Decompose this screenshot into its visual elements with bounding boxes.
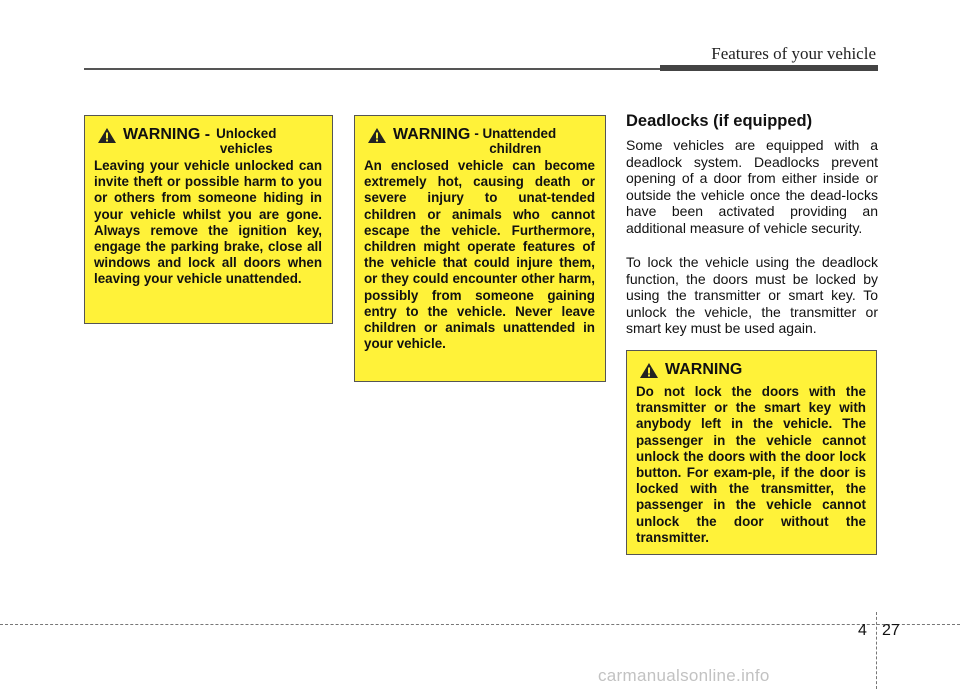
footer-rule [0, 624, 960, 625]
warning-triangle-icon [97, 127, 117, 144]
section-paragraph: To lock the vehicle using the deadlock function, the doors must be locked by using the transmitter or smart key. To unlock the vehicle, the transmitter or smart key must be used again. [626, 254, 878, 336]
warning-body: Leaving your vehicle unlocked can invite theft or possible harm to you or others from someone hiding in your vehicle whilst you are gone. Always remove the ignition key, engage the parking brake, close all windows and lock all doors when leaving your vehicle unattended. [94, 158, 322, 287]
page-number: 27 [882, 622, 900, 639]
warning-title: WARNING [393, 126, 471, 143]
warning-box-unattended-children [354, 115, 606, 382]
warning-body: An enclosed vehicle can become extremely hot, causing death or severe injury to unat-tended children or animals who cannot escape the vehicle. Furthermore, children might operate features of the vehicle that could injure them, or they could encounter other harm, possibly from someone gaining entry to the vehicle. Never leave children or animals unattended in your vehicle. [364, 158, 595, 352]
warning-triangle-icon [639, 362, 659, 379]
warning-title: WARNING - [123, 126, 211, 143]
warning-title: WARNING [665, 361, 743, 378]
warning-header [636, 361, 866, 379]
warning-subtitle: - Unattended children [474, 126, 557, 156]
header-rule-accent [660, 65, 878, 71]
watermark: carmanualsonline.info [598, 666, 770, 685]
footer-divider [876, 612, 877, 689]
header-title: Features of your vehicle [711, 44, 876, 63]
chapter-number: 4 [858, 622, 867, 639]
warning-header [94, 126, 322, 156]
warning-box-unlocked-vehicles [84, 115, 333, 324]
section-heading: Deadlocks (if equipped) [626, 112, 813, 130]
warning-body: Do not lock the doors with the transmitter or the smart key with anybody left in the vehicle. The passenger in the vehicle cannot unlock the doors with the door lock button. For exam-ple, if the door is locked with the transmitter, the passenger in the vehicle cannot unlock the door without the transmitter. [636, 384, 866, 545]
warning-box-deadlock [626, 350, 877, 555]
warning-subtitle: Unlocked vehicles [216, 126, 277, 156]
warning-header [364, 126, 595, 156]
warning-triangle-icon [367, 127, 387, 144]
section-paragraph: Some vehicles are equipped with a deadlock system. Deadlocks prevent opening of a door from either inside or outside the vehicle once the dead-locks have been activated providing an additional measure of vehicle security. [626, 137, 878, 236]
